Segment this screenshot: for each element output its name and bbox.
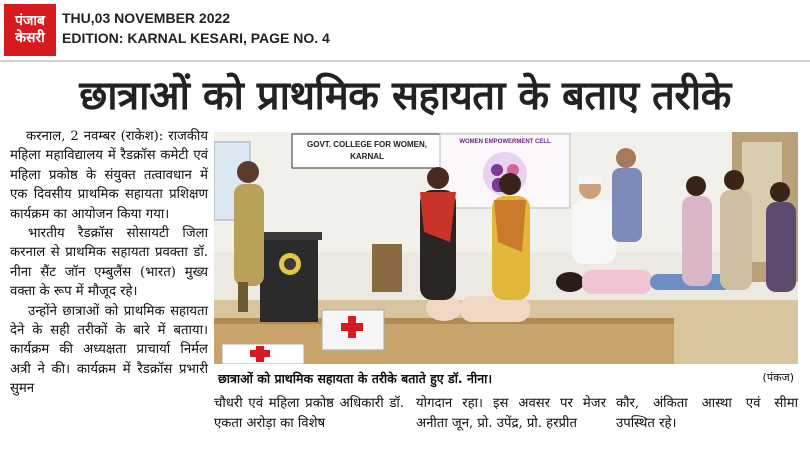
- article-paragraph-2: भारतीय रैडक्रॉस सोसायटी जिला करनाल से प्राथमिक सहायता प्रवक्ता डॉ. नीना सैंट जॉन एम्बुलैंस (भारत) मुख्य वक्ता के रूप में मौजूद रहे।: [10, 226, 208, 300]
- article-column-left: [10, 127, 208, 399]
- logo-line-1: पंजाब: [15, 13, 45, 29]
- banner-line-2: KARNAL: [350, 152, 384, 161]
- newspaper-logo: [4, 4, 56, 56]
- edition-line: EDITION: KARNAL KESARI, PAGE NO. 4: [62, 30, 330, 46]
- headline: छात्राओं को प्राथमिक सहायता के बताए तरीके: [79, 73, 731, 119]
- caption-text: छात्राओं को प्राथमिक सहायता के तरीके बताते हुए डॉ. नीना।: [218, 371, 493, 386]
- banner-line-1: GOVT. COLLEGE FOR WOMEN,: [307, 140, 427, 149]
- article-paragraph-1: करनाल, 2 नवम्बर (राकेश): राजकीय महिला महाविद्यालय में रैडक्रॉस कमेटी एवं महिला प्रकोष्ठ के संयुक्त तत्वावधान में एक दिवसीय प्राथमिक सहायता प्रशिक्षण कार्यक्रम का आयोजन किया गया।: [10, 129, 208, 222]
- logo-line-2: केसरी: [15, 30, 45, 46]
- article-paragraph-3: उन्होंने छात्राओं को प्राथमिक सहायता देने के सही तरीकों के बारे में बताया। कार्यक्रम की अध्यक्षता प्राचार्या निर्मल अत्री ने की। कार्यक्रम में रैडक्रॉस प्रभारी सुमन: [10, 303, 208, 397]
- date-line: THU,03 NOVEMBER 2022: [62, 10, 231, 26]
- article-bottom-col-1: चौधरी एवं महिला प्रकोष्ठ अधिकारी डॉ. एकता अरोड़ा का विशेष: [214, 396, 404, 431]
- news-photo: [214, 132, 798, 364]
- poster-title: WOMEN EMPOWERMENT CELL: [459, 139, 551, 145]
- photo-credit: (पंकज): [762, 371, 794, 384]
- divider: [0, 60, 810, 62]
- masthead: [0, 0, 810, 58]
- photo-caption: [214, 368, 798, 388]
- article-bottom-col-3: कौर, अंकिता आस्था एवं सीमा उपस्थित रहे।: [616, 396, 798, 431]
- article-bottom-col-2: योगदान रहा। इस अवसर पर मेजर अनीता जून, प्रो. उपेंद्र, प्रो. हरप्रीत: [416, 396, 606, 431]
- edition-info: [62, 8, 330, 48]
- college-banner: [292, 134, 442, 168]
